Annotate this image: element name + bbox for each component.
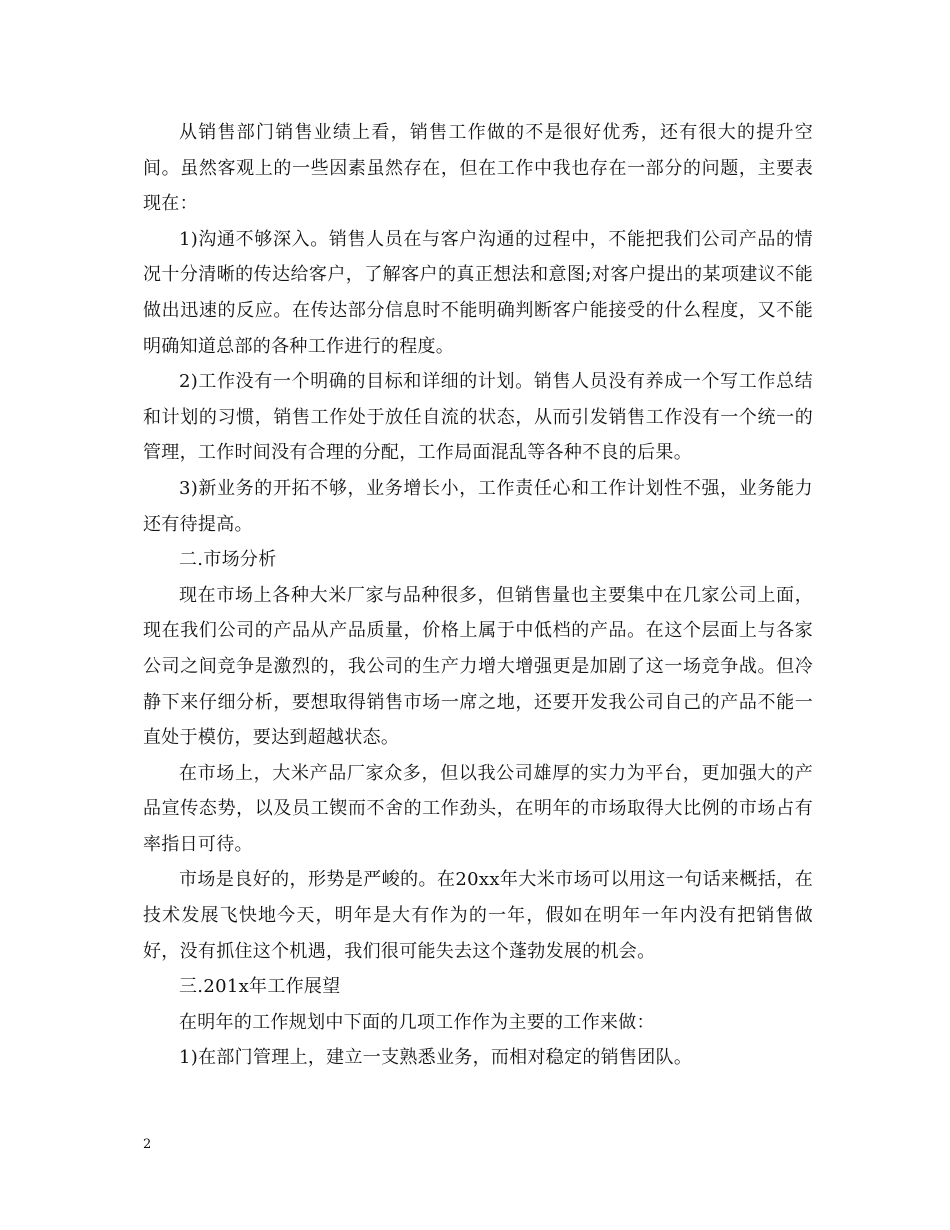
paragraph-market-situation: 市场是良好的，形势是严峻的。在20xx年大米市场可以用这一句话来概括，在技术发展飞快地今天，明年是大有作为的一年，假如在明年一年内没有把销售做好，没有抓住这个机遇，我们很可能失去这个蓬勃发展的机会。 — [143, 869, 813, 962]
section-heading-work-outlook: 三.201x年工作展望 — [179, 976, 341, 998]
section-heading-market-analysis: 二.市场分析 — [179, 549, 277, 571]
paragraph-communication-issue: 1)沟通不够深入。销售人员在与客户沟通的过程中，不能把我们公司产品的情况十分清晰的传达给客户，了解客户的真正想法和意图;对客户提出的某项建议不能做出迅速的反应。在传达部分信息时不能明确判断客户能接受的什么程度，又不能明确知道总部的各种工作进行的程度。 — [143, 228, 813, 357]
paragraph-market-outlook: 在市场上，大米产品厂家众多，但以我公司雄厚的实力为平台，更加强大的产品宣传态势，以及员工锲而不舍的工作劲头，在明年的市场取得大比例的市场占有率指日可待。 — [143, 762, 813, 855]
paragraph-work-plan-intro: 在明年的工作规划中下面的几项工作作为主要的工作来做： — [179, 1011, 655, 1033]
paragraph-planning-issue: 2)工作没有一个明确的目标和详细的计划。销售人员没有养成一个写工作总结和计划的习惯，销售工作处于放任自流的状态，从而引发销售工作没有一个统一的管理，工作时间没有合理的分配，工作局面混乱等各种不良的后果。 — [143, 371, 813, 464]
paragraph-business-development-issue: 3)新业务的开拓不够，业务增长小，工作责任心和工作计划性不强，业务能力还有待提高。 — [143, 477, 813, 535]
paragraph-market-competition: 现在市场上各种大米厂家与品种很多，但销售量也主要集中在几家公司上面，现在我们公司的产品从产品质量，价格上属于中低档的产品。在这个层面上与各家公司之间竞争是激烈的，我公司的生产力增大增强更是加剧了这一场竞争战。但冷静下来仔细分析，要想取得销售市场一席之地，还要开发我公司自己的产品不能一直处于模仿，要达到超越状态。 — [143, 584, 813, 749]
paragraph-sales-performance: 从销售部门销售业绩上看，销售工作做的不是很好优秀，还有很大的提升空间。虽然客观上的一些因素虽然存在，但在工作中我也存在一部分的问题，主要表现在： — [143, 122, 813, 215]
page-number: 2 — [143, 1137, 152, 1152]
document-body — [143, 115, 813, 1076]
paragraph-department-management: 1)在部门管理上，建立一支熟悉业务，而相对稳定的销售团队。 — [179, 1047, 693, 1069]
